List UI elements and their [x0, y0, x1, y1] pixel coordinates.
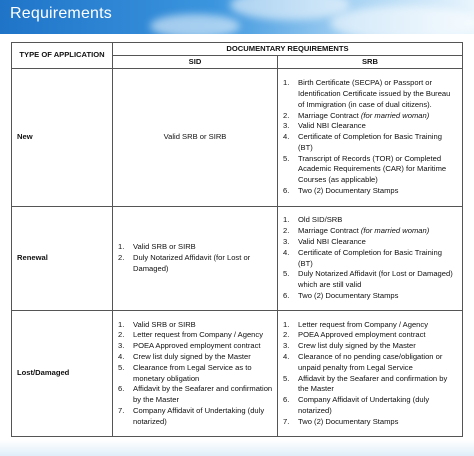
srb-requirements: [278, 311, 463, 437]
sid-requirements: [113, 311, 278, 437]
table-row-new: [12, 69, 463, 207]
list-item: 2. Letter request from Company / Agency: [118, 330, 264, 340]
application-type: Lost/Damaged: [12, 311, 113, 437]
footer-strip: [0, 440, 474, 456]
application-type: New: [12, 69, 113, 207]
list-item: 1. Valid SRB or SIRB: [118, 242, 196, 252]
header-sid: SID: [113, 56, 278, 69]
header-banner: [0, 0, 474, 34]
list-item: 4. Clearance of no pending case/obligation or unpaid penalty from Legal Service: [283, 351, 443, 372]
srb-requirements: [278, 69, 463, 207]
list-item: 5. Transcript of Records (TOR) or Completed Academic Requirements (CAR) for Maritime Courses (as applicable): [283, 153, 447, 185]
list-item: 2. POEA Approved employment contract: [283, 330, 426, 340]
application-type: Renewal: [12, 207, 113, 311]
header-type-of-application: TYPE OF APPLICATION: [12, 43, 113, 69]
list-item: 2. Marriage Contract (for married woman): [283, 226, 430, 236]
list-item: 3. Crew list duly signed by the Master: [283, 341, 416, 351]
list-item: 6. Affidavit by the Seafarer and confirmation by the Master: [118, 384, 273, 405]
list-item: 7. Two (2) Documentary Stamps: [283, 416, 399, 426]
sid-requirements: [113, 207, 278, 311]
list-item: 1. Birth Certificate (SECPA) or Passport or Identification Certificate issued by the Bureau of Immigration (in case of dual citizens).: [283, 78, 451, 109]
list-item: 1. Valid SRB or SIRB: [118, 319, 196, 329]
list-item: 2. Duly Notarized Affidavit (for Lost or Damaged): [118, 253, 251, 273]
list-item: 6. Company Affidavit of Undertaking (duly notarized): [283, 395, 430, 415]
list-item: 3. Valid NBI Clearance: [283, 121, 366, 131]
table-row-renewal: [12, 207, 463, 311]
list-item: 1. Old SID/SRB: [283, 215, 343, 225]
list-item: 4. Certificate of Completion for Basic Training (BT): [283, 247, 442, 268]
list-item: 3. POEA Approved employment contract: [118, 341, 261, 351]
list-item: 7. Company Affidavit of Undertaking (duly notarized): [118, 405, 265, 426]
page-title: Requirements: [10, 5, 113, 22]
list-item: 2. Marriage Contract (for married woman): [283, 110, 430, 120]
list-item: 5. Duly Notarized Affidavit (for Lost or Damaged) which are still valid: [283, 269, 453, 290]
list-item: 5. Affidavit by the Seafarer and confirmation by the Master: [283, 373, 448, 394]
sid-requirement: Valid SRB or SIRB: [113, 69, 278, 207]
list-item: 1. Letter request from Company / Agency: [283, 319, 429, 329]
table-row-lost-damaged: [12, 311, 463, 437]
list-item: 4. Crew list duly signed by the Master: [118, 351, 251, 361]
list-item: 5. Clearance from Legal Service as to monetary obligation: [118, 362, 252, 383]
list-item: 4. Certificate of Completion for Basic Training (BT): [283, 132, 442, 152]
header-documentary-requirements: DOCUMENTARY REQUIREMENTS: [113, 43, 463, 56]
list-item: 6. Two (2) Documentary Stamps: [283, 186, 399, 196]
header-srb: SRB: [278, 56, 463, 69]
srb-requirements: [278, 207, 463, 311]
list-item: 6. Two (2) Documentary Stamps: [283, 290, 399, 300]
list-item: 3. Valid NBI Clearance: [283, 236, 366, 246]
requirements-table: [11, 42, 463, 437]
